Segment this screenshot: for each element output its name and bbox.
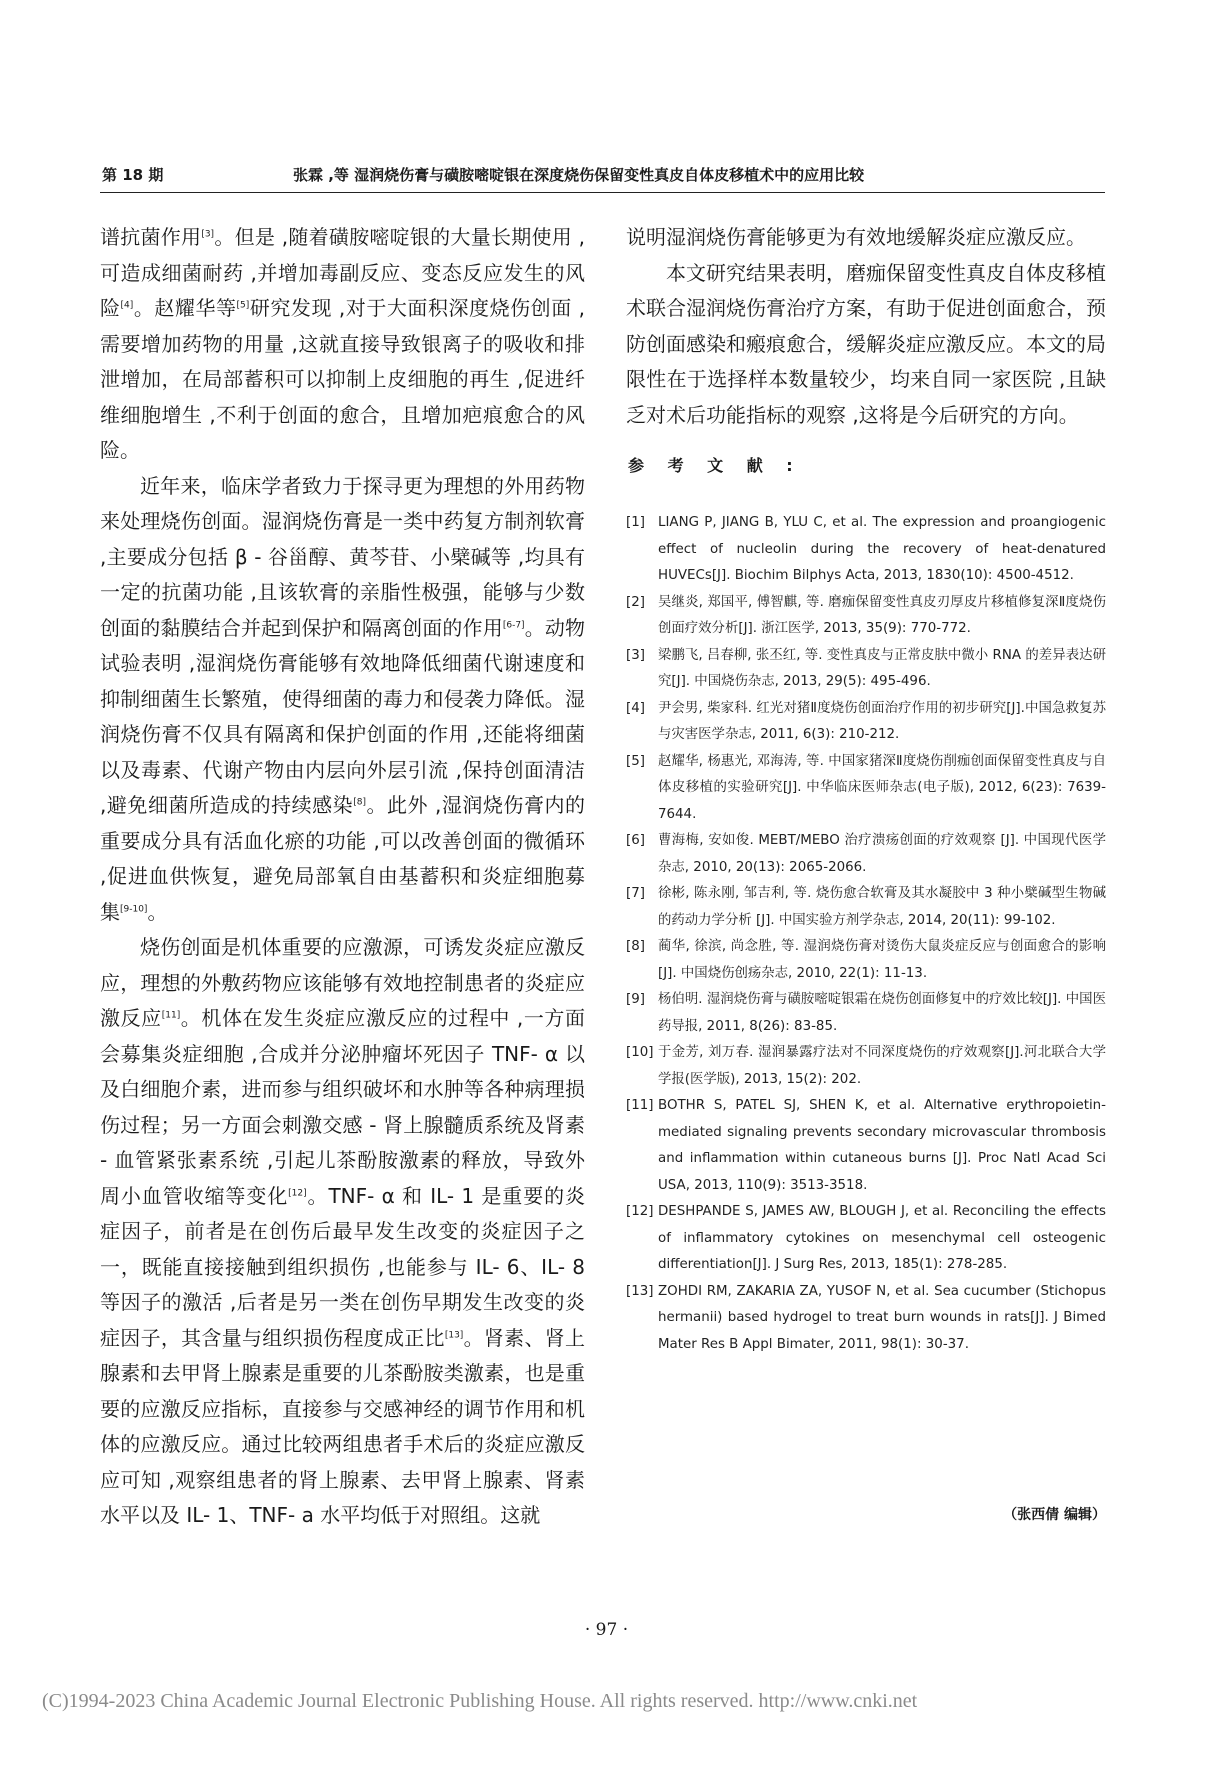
reference-text: 于金芳, 刘万春. 湿润暴露疗法对不同深度烧伤的疗效观察[J].河北联合大学学报(医学版), 2013, 15(2): 202. [658,1045,1106,1087]
reference-text: ZOHDI RM, ZAKARIA ZA, YUSOF N, et al. Sea cucumber (Stichopus hermanii) based hydrogel to treat burn wounds in rats[J]. J Bimed Mater Res B Appl Bimater, 2011, 98(1): 30-37. [658,1283,1106,1352]
reference-list [626,510,1106,1358]
reference-item [626,881,1106,934]
reference-item [626,828,1106,881]
reference-text: 吴继炎, 郑国平, 傅智麒, 等. 磨痂保留变性真皮刃厚皮片移植修复深Ⅱ度烧伤创面疗效分析[J]. 浙江医学, 2013, 35(9): 770-772. [658,594,1106,636]
reference-text: 杨伯明. 湿润烧伤膏与磺胺嘧啶银霜在烧伤创面修复中的疗效比较[J]. 中国医药导报, 2011, 8(26): 83-85. [658,992,1106,1034]
left-column [100,220,585,1534]
reference-item [626,1040,1106,1093]
reference-text: DESHPANDE S, JAMES AW, BLOUGH J, et al. Reconciling the effects of inflammatory cytokines on mesenchymal cell osteogenic differentiation[J]. J Surg Res, 2013, 185(1): 278-285. [658,1204,1106,1272]
reference-item [626,987,1106,1040]
reference-text: LIANG P, JIANG B, YLU C, et al. The expression and proangiogenic effect of nucleolin during the recovery of heat-denatured HUVECs[J]. Biochim Bilphys Acta, 2013, 1830(10): 4500-4512. [658,515,1106,583]
reference-text: 赵耀华, 杨惠光, 邓海涛, 等. 中国家猪深Ⅱ度烧伤削痂创面保留变性真皮与自体皮移植的实验研究[J]. 中华临床医师杂志(电子版), 2012, 6(23): 7639-7644. [658,753,1106,822]
right-paragraphs [626,220,1106,433]
references-heading: 参 考 文 献 : [628,456,802,475]
reference-number: [5] [626,753,645,769]
reference-number: [3] [626,647,645,663]
running-title: 张霖 ,等 湿润烧伤膏与磺胺嘧啶银在深度烧伤保留变性真皮自体皮移植术中的应用比较 [293,166,865,184]
reference-item [626,1093,1106,1199]
reference-number: [6] [626,833,645,848]
reference-item [626,590,1106,643]
reference-number: [8] [626,939,645,954]
reference-item [626,934,1106,987]
left-paragraph: 烧伤创面是机体重要的应激源，可诱发炎症应激反应，理想的外敷药物应该能够有效地控制患者的炎症应激反应[11]。机体在发生炎症应激反应的过程中 ,一方面会募集炎症细胞 ,合成并分泌肿瘤坏死因子 TNF- α 以及白细胞介素，进而参与组织破坏和水肿等各种病理损伤过程；另一方面会刺激交感 - 肾上腺髓质系统及肾素 - 血管紧张素系统 ,引起儿茶酚胺激素的释放，导致外周小血管收缩等变化[12]。TNF- α 和 IL- 1 是重要的炎症因子，前者是在创伤后最早发生改变的炎症因子之一，既能直接接触到组织损伤 ,也能参与 IL- 6、IL- 8 等因子的激活 ,后者是另一类在创伤早期发生改变的炎症因子，其含量与组织损伤程度成正比[13]。肾素、肾上腺素和去甲肾上腺素是重要的儿茶酚胺类激素，也是重要的应激反应指标，直接参与交感神经的调节作用和机体的应激反应。通过比较两组患者手术后的炎症应激反应可知 ,观察组患者的肾上腺素、去甲肾上腺素、肾素水平以及 IL- 1、TNF- a 水平均低于对照组。这就 [100,935,586,1527]
reference-number: [10] [626,1045,654,1060]
reference-text: 徐彬, 陈永刚, 邹吉利, 等. 烧伤愈合软膏及其水凝胶中 3 种小檗碱型生物碱的药动力学分析 [J]. 中国实验方剂学杂志, 2014, 20(11): 99-102. [658,886,1106,928]
right-paragraph: 说明湿润烧伤膏能够更为有效地缓解炎症应激反应。 [626,225,1086,249]
right-paragraph: 本文研究结果表明，磨痂保留变性真皮自体皮移植术联合湿润烧伤膏治疗方案，有助于促进创面愈合，预防创面感染和瘢痕愈合，缓解炎症应激反应。本文的局限性在于选择样本数量较少，均来自同一家医院 ,且缺乏对术后功能指标的观察 ,这将是今后研究的方向。 [626,260,1106,427]
running-header [100,162,1105,193]
reference-item [626,1199,1106,1279]
reference-text: 蔺华, 徐滨, 尚念胜, 等. 湿润烧伤膏对烫伤大鼠炎症反应与创面愈合的影响[J]. 中国烧伤创疡杂志, 2010, 22(1): 11-13. [658,939,1106,981]
reference-number: [2] [626,594,645,610]
reference-item [626,696,1106,749]
reference-text: 尹会男, 柴家科. 红光对猪Ⅱ度烧伤创面治疗作用的初步研究[J].中国急救复苏与灾害医学杂志, 2011, 6(3): 210-212. [658,700,1106,742]
reference-item [626,1279,1106,1359]
left-paragraph: 谱抗菌作用[3]。但是 ,随着磺胺嘧啶银的大量长期使用 ,可造成细菌耐药 ,并增加毒副反应、变态反应发生的风险[4]。赵耀华等[5]研究发现 ,对于大面积深度烧伤创面 ,需要增加药物的用量 ,这就直接导致银离子的吸收和排泄增加，在局部蓄积可以抑制上皮细胞的再生 ,促进纤维细胞增生 ,不利于创面的愈合，且增加疤痕愈合的风险。 [100,225,586,462]
reference-number: [13] [626,1283,654,1299]
editor-note: （张西倩 编辑） [1003,1507,1106,1523]
right-column [626,220,1106,1358]
left-paragraph: 近年来，临床学者致力于探寻更为理想的外用药物来处理烧伤创面。湿润烧伤膏是一类中药复方制剂软膏 ,主要成分包括 β - 谷甾醇、黄芩苷、小檗碱等 ,均具有一定的抗菌功能 ,且该软膏的亲脂性极强，能够与少数创面的黏膜结合并起到保护和隔离创面的作用[6-7]。动物试验表明 ,湿润烧伤膏能够有效地降低细菌代谢速度和抑制细菌生长繁殖，使得细菌的毒力和侵袭力降低。湿润烧伤膏不仅具有隔离和保护创面的作用 ,还能将细菌以及毒素、代谢产物由内层向外层引流 ,保持创面清洁 ,避免细菌所造成的持续感染[8]。此外 ,湿润烧伤膏内的重要成分具有活血化瘀的功能 ,可以改善创面的微循环 ,促进血供恢复，避免局部氧自由基蓄积和炎症细胞募集[9-10]。 [100,473,586,924]
reference-number: [12] [626,1204,654,1219]
issue-number: 第 18 期 [102,166,164,184]
reference-text: 梁鹏飞, 吕春柳, 张丕红, 等. 变性真皮与正常皮肤中微小 RNA 的差异表达研究[J]. 中国烧伤杂志, 2013, 29(5): 495-496. [658,647,1106,689]
reference-number: [9] [626,992,645,1007]
page-number: · 97 · [584,1620,629,1640]
reference-text: 曹海梅, 安如俊. MEBT/MEBO 治疗溃疡创面的疗效观察 [J]. 中国现代医学杂志, 2010, 20(13): 2065-2066. [658,833,1106,875]
copyright-watermark: (C)1994-2023 China Academic Journal Electronic Publishing House. All rights reserved. http://www.cnki.net [42,1690,918,1712]
reference-text: BOTHR S, PATEL SJ, SHEN K, et al. Alternative erythropoietin-mediated signaling prevents secondary microvascular thrombosis and inflammation within cutaneous burns [J]. Proc Natl Acad Sci USA, 2013, 110(9): 3513-3518. [658,1098,1106,1193]
reference-number: [11] [626,1098,654,1113]
reference-item [626,749,1106,829]
reference-item [626,510,1106,590]
reference-item [626,643,1106,696]
reference-number: [1] [626,515,645,530]
reference-number: [4] [626,700,645,716]
reference-number: [7] [626,886,645,901]
